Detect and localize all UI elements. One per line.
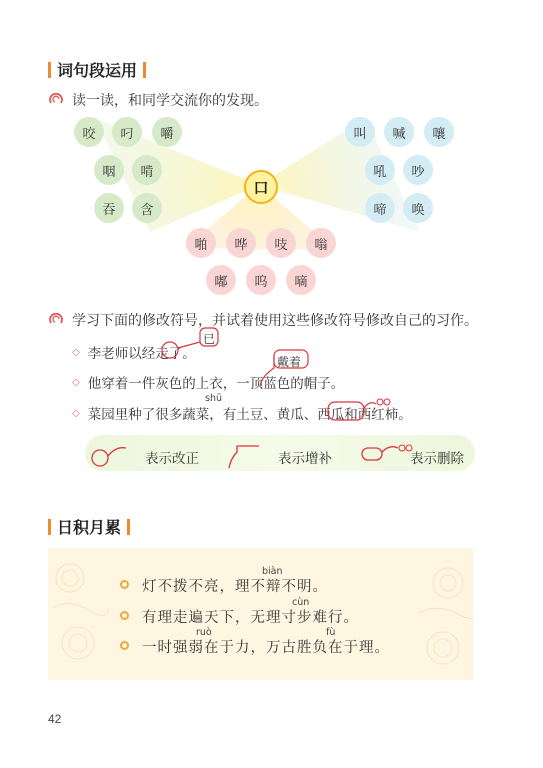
proverb-2: 有理走遍天下，无理寸步难行。 (142, 610, 359, 626)
page-number: 42 (48, 712, 62, 726)
char-bubble: 嚷 (424, 117, 454, 147)
correct-symbol-icon (88, 440, 128, 470)
instruction-1-text: 读一读，和同学交流你的发现。 (72, 92, 268, 108)
delete-symbol-icon (360, 440, 416, 470)
edit-example-3-text: 菜园里种了很多蔬菜，有土豆、黄瓜、西瓜和西红柿。 (87, 407, 412, 423)
circle-bullet-icon (120, 611, 129, 620)
pinyin-cun: cùn (292, 597, 310, 608)
instruction-2-text: 学习下面的修改符号，并试着使用这些修改符号修改自己的习作。 (72, 312, 478, 328)
center-char: 口 (244, 170, 278, 204)
char-bubble: 叼 (112, 117, 142, 147)
char-bubble: 嘟 (206, 265, 236, 295)
char-bubble: 叫 (345, 117, 375, 147)
proverb-1: 灯不拨不亮，理不辩不明。 (142, 579, 328, 595)
char-bubble: 喊 (384, 117, 414, 147)
section-title-1-text: 词句段运用 (57, 63, 138, 80)
pinyin-shu: shū (205, 393, 222, 404)
legend-add: 表示增补 (278, 451, 332, 467)
proverb-3: 一时强弱在于力，万古胜负在于理。 (142, 640, 390, 656)
char-bubble: 吱 (266, 228, 296, 258)
section-title-2-text: 日积月累 (57, 520, 122, 537)
pinyin-fu: fù (326, 627, 336, 638)
circle-bullet-icon (120, 580, 129, 589)
pinyin-ruo: ruò (196, 627, 212, 638)
char-bubble: 啪 (186, 228, 216, 258)
title-bar-left (48, 519, 51, 535)
diamond-bullet-icon: ◇ (72, 407, 80, 419)
char-bubble: 咽 (94, 155, 124, 185)
legend-correct: 表示改正 (145, 451, 199, 467)
char-bubble: 啼 (365, 193, 395, 223)
char-bubble: 嘀 (286, 265, 316, 295)
correction-char: 已 (203, 332, 216, 346)
insert-symbol-icon (225, 440, 265, 470)
char-bubble: 啃 (132, 155, 162, 185)
char-bubble: 吵 (403, 155, 433, 185)
char-bubble: 含 (132, 193, 162, 223)
legend-delete: 表示删除 (410, 451, 464, 467)
insertion-text: 戴着 (277, 355, 302, 369)
char-bubble: 呜 (246, 265, 276, 295)
section-title-2 (48, 515, 130, 538)
char-bubble: 吞 (94, 193, 124, 223)
char-bubble: 哗 (226, 228, 256, 258)
edit-example-1-text: 李老师以经走了。 (87, 346, 196, 362)
char-bubble: 唤 (403, 193, 433, 223)
char-bubble: 咬 (74, 117, 104, 147)
swirl-icon (48, 313, 64, 327)
diamond-bullet-icon: ◇ (72, 346, 80, 358)
char-bubble: 吼 (365, 155, 395, 185)
pinyin-bian: biàn (262, 566, 283, 577)
title-bar-right (127, 519, 130, 535)
deletion-mark (326, 394, 406, 424)
diamond-bullet-icon: ◇ (72, 376, 80, 388)
edit-example-2-text: 他穿着一件灰色的上衣，一顶蓝色的帽子。 (87, 376, 345, 392)
instruction-2 (48, 310, 478, 330)
circle-bullet-icon (120, 641, 129, 650)
char-bubble: 嗡 (306, 228, 336, 258)
char-bubble: 嚼 (152, 117, 182, 147)
